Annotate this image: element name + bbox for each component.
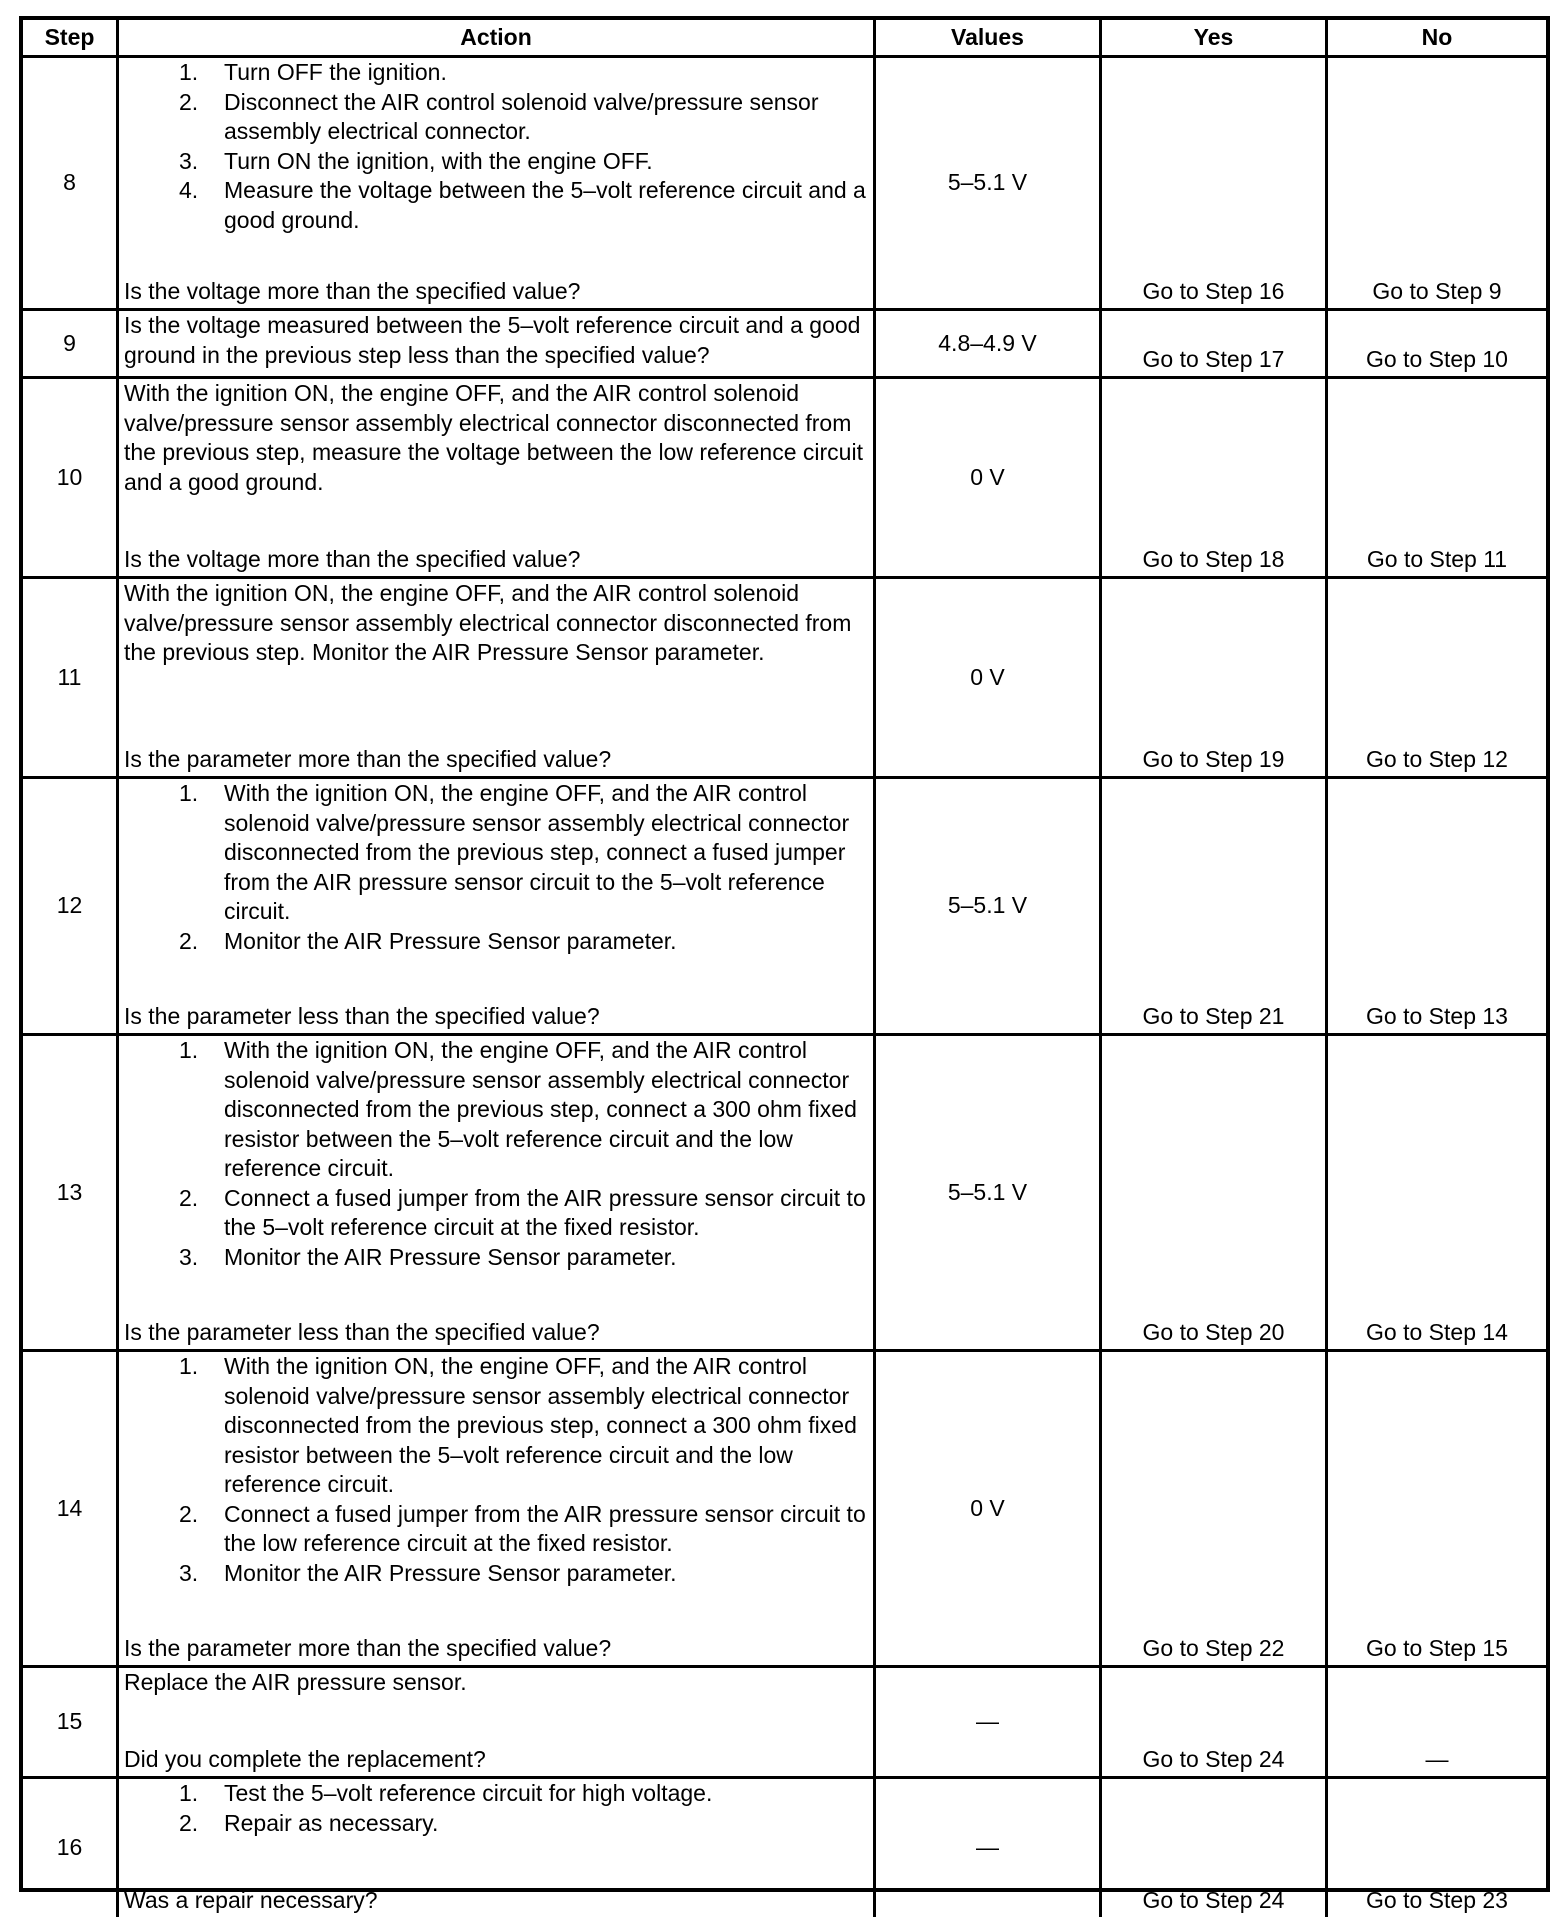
action-steps [124, 1036, 869, 1272]
yes-result: Go to Step 16 [1102, 58, 1328, 311]
yes-result: Go to Step 17 [1102, 311, 1328, 379]
spec-value: — [876, 1779, 1102, 1917]
action-steps [124, 779, 869, 956]
yes-result: Go to Step 24 [1102, 1668, 1328, 1779]
action-cell [119, 579, 876, 779]
action-question: Is the parameter less than the specified value? [124, 1318, 869, 1350]
action-question: Was a repair necessary? [124, 1886, 869, 1917]
action-step: 2. Monitor the AIR Pressure Sensor parameter. [124, 927, 869, 957]
spec-value: — [876, 1668, 1102, 1779]
action-step: 2. Disconnect the AIR control solenoid valve/pressure sensor assembly electrical connector. [124, 88, 869, 147]
action-cell [119, 1779, 876, 1917]
action-cell [119, 311, 876, 379]
action-step: 2. Connect a fused jumper from the AIR pressure sensor circuit to the 5–volt reference circuit at the fixed resistor. [124, 1184, 869, 1243]
action-question: Is the voltage more than the specified value? [124, 277, 869, 309]
step-number: 11 [23, 579, 119, 779]
spec-value: 5–5.1 V [876, 1036, 1102, 1352]
action-cell [119, 779, 876, 1036]
action-question: Is the voltage more than the specified value? [124, 545, 869, 577]
spec-value: 0 V [876, 579, 1102, 779]
action-question: Is the parameter more than the specified value? [124, 1634, 869, 1666]
yes-result: Go to Step 19 [1102, 579, 1328, 779]
action-text: With the ignition ON, the engine OFF, and the AIR control solenoid valve/pressure sensor assembly electrical connector disconnected from the previous step. Monitor the AIR Pressure Sensor parameter. [124, 579, 869, 668]
yes-result: Go to Step 20 [1102, 1036, 1328, 1352]
no-result: Go to Step 12 [1328, 579, 1546, 779]
action-step: 1. With the ignition ON, the engine OFF, and the AIR control solenoid valve/pressure sensor assembly electrical connector disconnected from the previous step, connect a fused jumper from the AIR pressure sensor circuit to the 5–volt reference circuit. [124, 779, 869, 927]
step-number: 13 [23, 1036, 119, 1352]
spec-value: 5–5.1 V [876, 779, 1102, 1036]
step-number: 8 [23, 58, 119, 311]
diagnostic-table [19, 16, 1550, 1892]
no-result: Go to Step 15 [1328, 1352, 1546, 1668]
action-step: 4. Measure the voltage between the 5–volt reference circuit and a good ground. [124, 176, 869, 235]
action-cell [119, 379, 876, 579]
header-values: Values [876, 20, 1102, 58]
no-result: Go to Step 10 [1328, 311, 1546, 379]
action-step: 3. Turn ON the ignition, with the engine OFF. [124, 147, 869, 177]
header-no: No [1328, 20, 1546, 58]
action-step: 2. Repair as necessary. [124, 1809, 869, 1839]
no-result: Go to Step 13 [1328, 779, 1546, 1036]
header-yes: Yes [1102, 20, 1328, 58]
action-cell [119, 58, 876, 311]
action-steps [124, 58, 869, 235]
action-question: Did you complete the replacement? [124, 1745, 869, 1777]
action-cell [119, 1352, 876, 1668]
no-result: Go to Step 14 [1328, 1036, 1546, 1352]
action-step: 1. With the ignition ON, the engine OFF, and the AIR control solenoid valve/pressure sensor assembly electrical connector disconnected from the previous step, connect a 300 ohm fixed resistor between the 5–volt reference circuit and the low reference circuit. [124, 1036, 869, 1184]
spec-value: 4.8–4.9 V [876, 311, 1102, 379]
action-steps [124, 1779, 869, 1838]
step-number: 9 [23, 311, 119, 379]
step-number: 15 [23, 1668, 119, 1779]
action-text: Is the voltage measured between the 5–volt reference circuit and a good ground in the previous step less than the specified value? [124, 311, 869, 370]
step-number: 12 [23, 779, 119, 1036]
action-cell [119, 1668, 876, 1779]
action-cell [119, 1036, 876, 1352]
action-step: 1. Turn OFF the ignition. [124, 58, 869, 88]
header-step: Step [23, 20, 119, 58]
yes-result: Go to Step 21 [1102, 779, 1328, 1036]
header-action: Action [119, 20, 876, 58]
yes-result: Go to Step 22 [1102, 1352, 1328, 1668]
spec-value: 0 V [876, 379, 1102, 579]
action-text: With the ignition ON, the engine OFF, and the AIR control solenoid valve/pressure sensor assembly electrical connector disconnected from the previous step, measure the voltage between the low reference circuit and a good ground. [124, 379, 869, 497]
spec-value: 5–5.1 V [876, 58, 1102, 311]
step-number: 16 [23, 1779, 119, 1917]
action-text: Replace the AIR pressure sensor. [124, 1668, 869, 1698]
action-step: 2. Connect a fused jumper from the AIR pressure sensor circuit to the low reference circuit at the fixed resistor. [124, 1500, 869, 1559]
step-number: 10 [23, 379, 119, 579]
action-step: 1. Test the 5–volt reference circuit for high voltage. [124, 1779, 869, 1809]
spec-value: 0 V [876, 1352, 1102, 1668]
action-question: Is the parameter more than the specified value? [124, 745, 869, 777]
action-step: 1. With the ignition ON, the engine OFF, and the AIR control solenoid valve/pressure sensor assembly electrical connector disconnected from the previous step, connect a 300 ohm fixed resistor between the 5–volt reference circuit and the low reference circuit. [124, 1352, 869, 1500]
action-question: Is the parameter less than the specified value? [124, 1002, 869, 1034]
action-step: 3. Monitor the AIR Pressure Sensor parameter. [124, 1559, 869, 1589]
no-result: Go to Step 9 [1328, 58, 1546, 311]
yes-result: Go to Step 24 [1102, 1779, 1328, 1917]
no-result: — [1328, 1668, 1546, 1779]
no-result: Go to Step 23 [1328, 1779, 1546, 1917]
yes-result: Go to Step 18 [1102, 379, 1328, 579]
action-step: 3. Monitor the AIR Pressure Sensor parameter. [124, 1243, 869, 1273]
action-steps [124, 1352, 869, 1588]
step-number: 14 [23, 1352, 119, 1668]
no-result: Go to Step 11 [1328, 379, 1546, 579]
